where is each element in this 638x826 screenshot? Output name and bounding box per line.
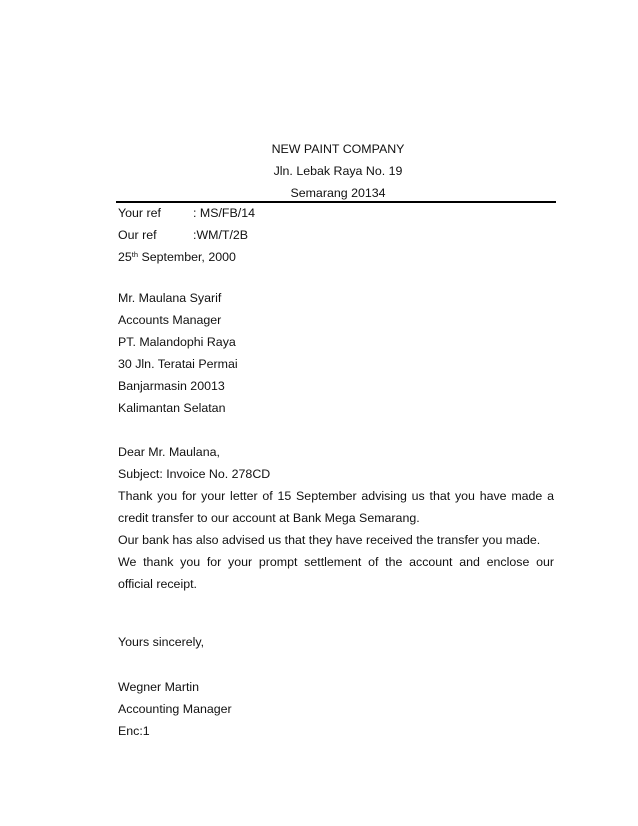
letter-body	[118, 441, 554, 595]
recipient-city: Banjarmasin 20013	[118, 379, 225, 393]
our-ref-label: Our ref	[118, 228, 157, 242]
your-ref-row	[118, 202, 554, 224]
recipient-region: Kalimantan Selatan	[118, 401, 226, 415]
enclosure-note: Enc:1	[118, 724, 150, 738]
body-paragraph-1-line-1: Thank you for your letter of 15 September advising us that you have made a	[118, 489, 554, 503]
salutation: Dear Mr. Maulana,	[118, 445, 220, 459]
body-paragraph-3-line-1: We thank you for your prompt settlement of the account and enclose our	[118, 555, 554, 569]
recipient-name: Mr. Maulana Syarif	[118, 291, 222, 305]
our-ref-row	[118, 224, 554, 246]
recipient-street: 30 Jln. Teratai Permai	[118, 357, 238, 371]
company-address-line1: Jln. Lebak Raya No. 19	[273, 164, 403, 178]
our-ref-value: :WM/T/2B	[193, 228, 249, 242]
letterhead	[118, 138, 554, 204]
date-day: 25	[118, 250, 132, 264]
body-paragraph-3-line-2: official receipt.	[118, 577, 197, 591]
company-address-line2: Semarang 20134	[290, 186, 386, 200]
your-ref-label: Your ref	[118, 206, 161, 220]
date-suffix: th	[131, 250, 139, 259]
complimentary-close: Yours sincerely,	[118, 635, 205, 649]
closing-block	[118, 631, 554, 653]
recipient-address	[118, 287, 554, 419]
company-name: NEW PAINT COMPANY	[271, 142, 405, 156]
reference-block	[118, 202, 554, 268]
recipient-title: Accounts Manager	[118, 313, 222, 327]
signature-block	[118, 676, 554, 742]
signer-name: Wegner Martin	[118, 680, 200, 694]
date-rest: September, 2000	[138, 250, 236, 264]
body-paragraph-2: Our bank has also advised us that they have received the transfer you made.	[118, 533, 541, 547]
letter-date	[118, 246, 554, 268]
your-ref-value: : MS/FB/14	[193, 206, 255, 220]
recipient-company: PT. Malandophi Raya	[118, 335, 236, 349]
body-paragraph-1-line-2: credit transfer to our account at Bank Mega Semarang.	[118, 511, 420, 525]
signer-position: Accounting Manager	[118, 702, 232, 716]
subject-line: Subject: Invoice No. 278CD	[118, 467, 271, 481]
